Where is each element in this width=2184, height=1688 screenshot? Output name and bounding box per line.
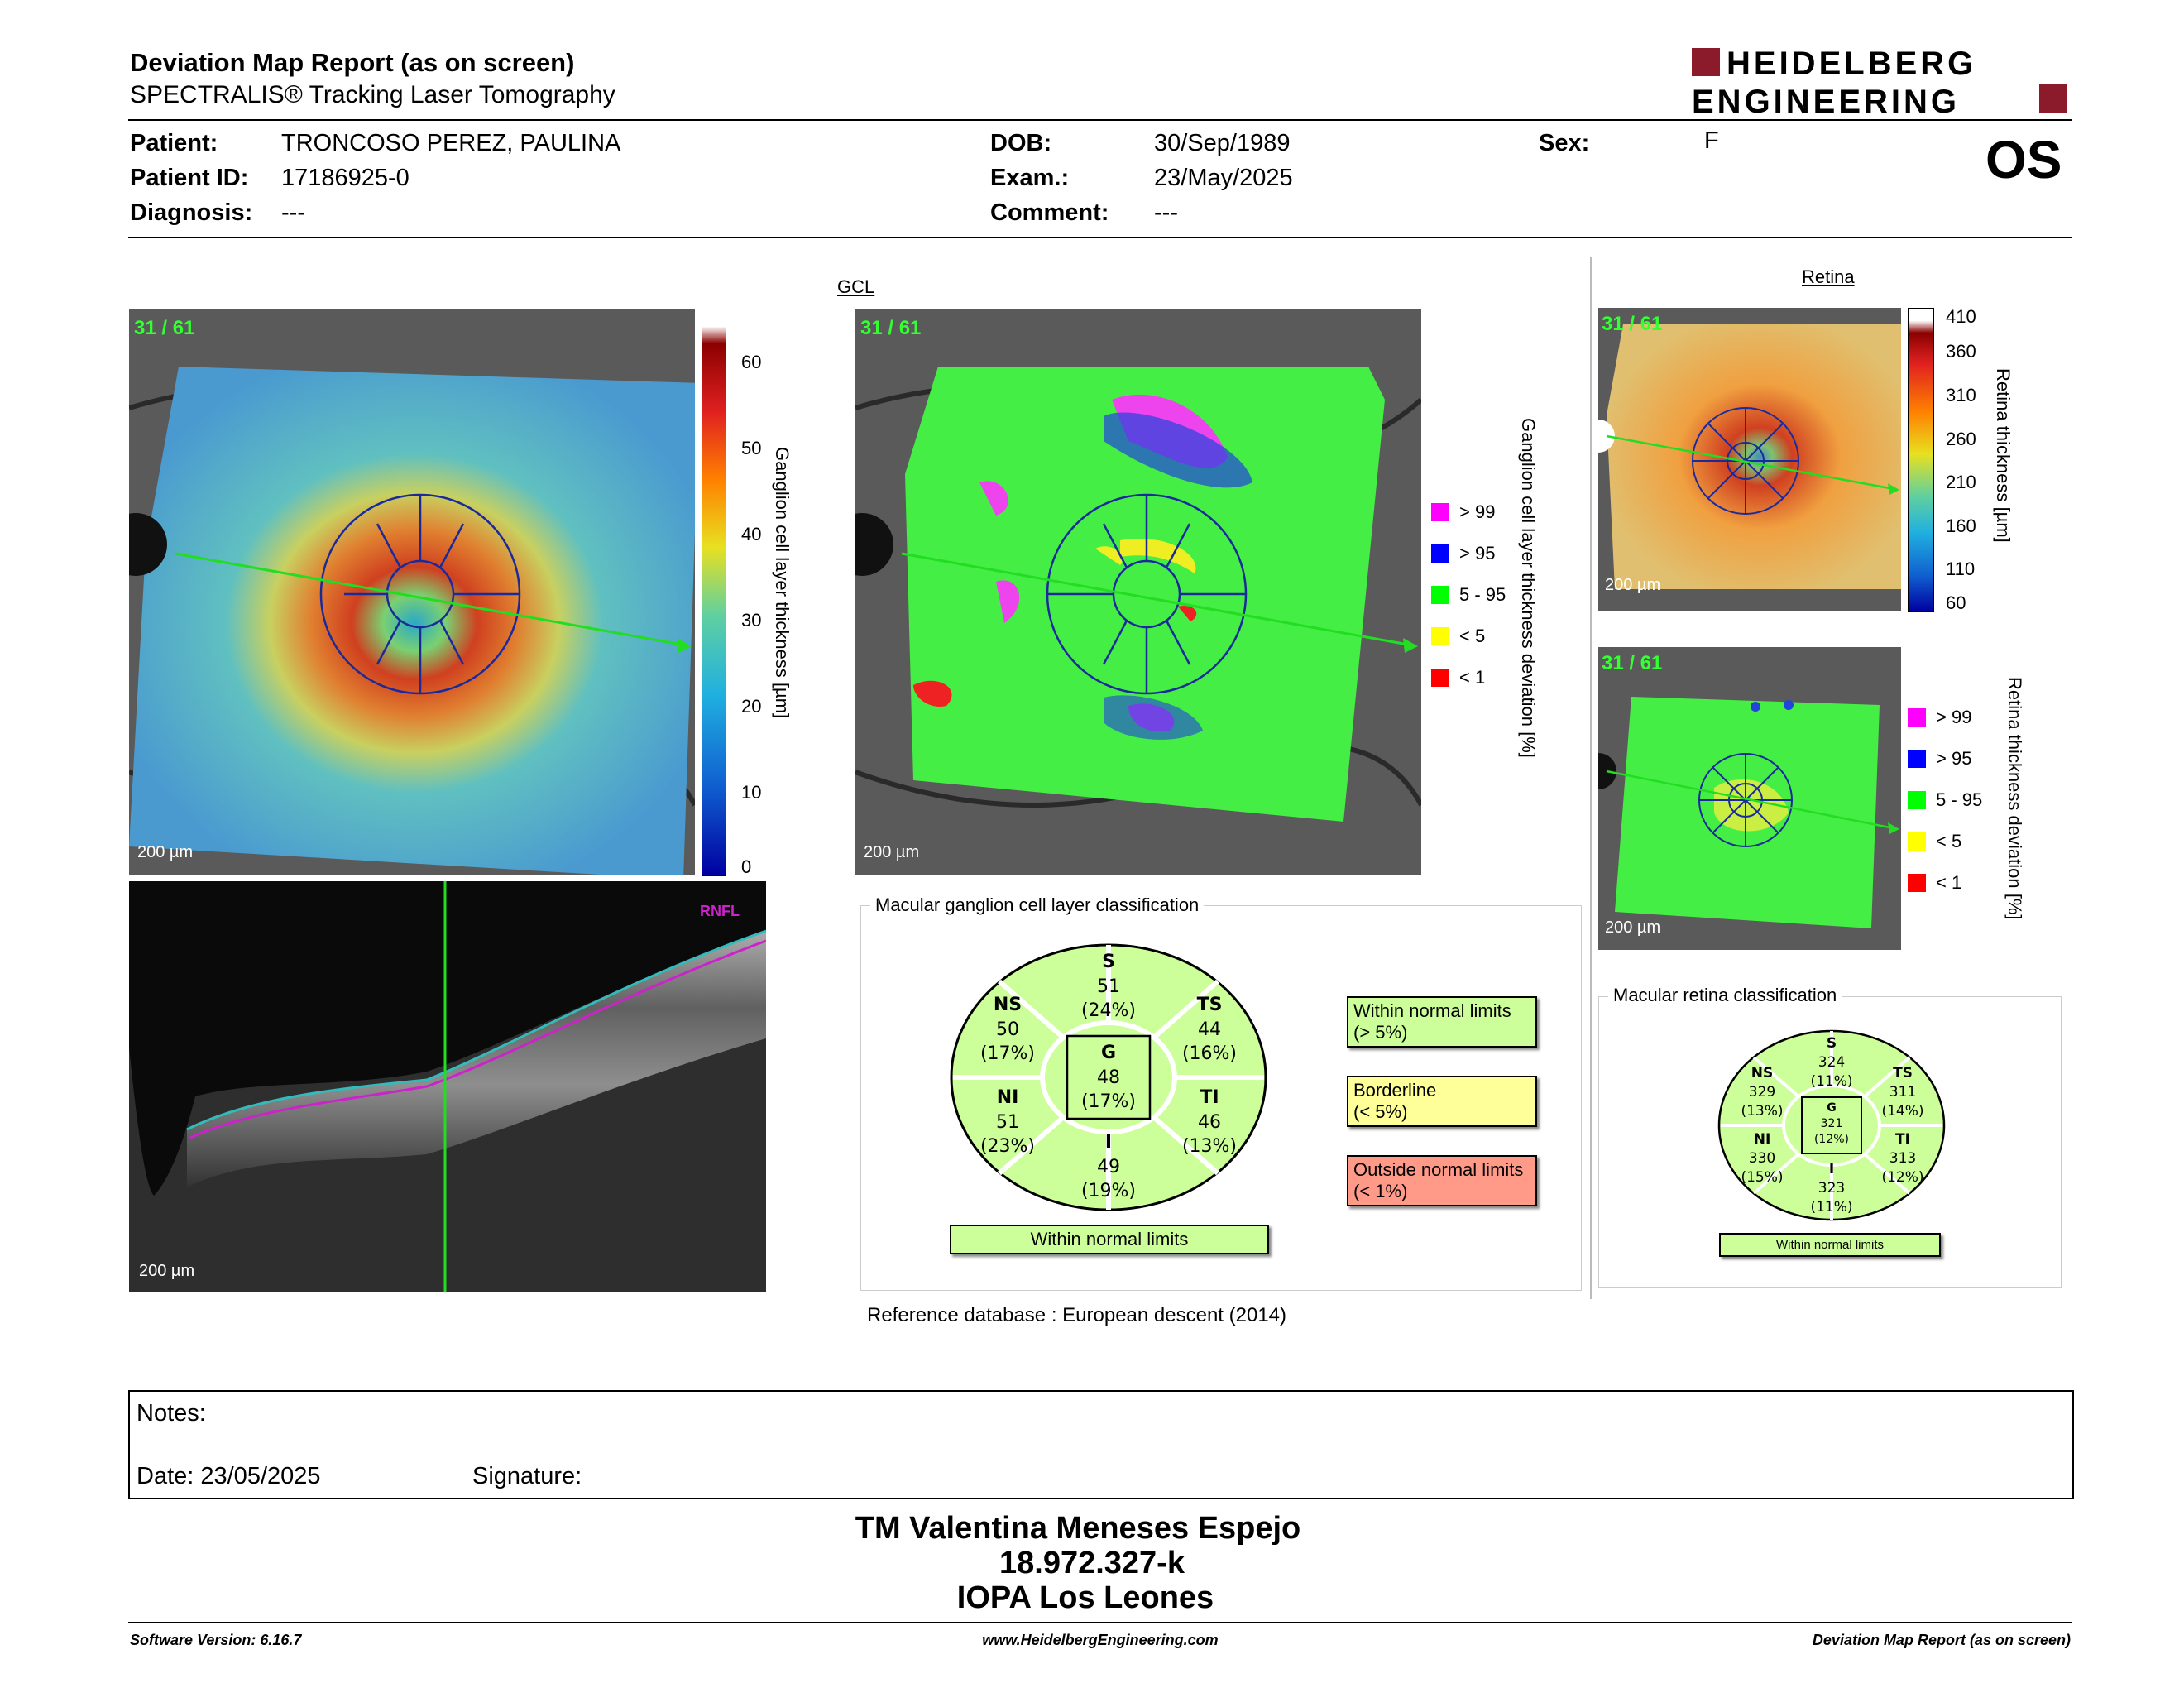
retina-section-label: Retina — [1802, 266, 1855, 287]
sex-value: F — [1704, 127, 1719, 154]
gcl-colorbar-label: Ganglion cell layer thickness [µm] — [772, 447, 793, 719]
gcl-legend-item: < 1 — [1431, 667, 1485, 688]
retina-legend-item: 5 - 95 — [1908, 789, 1982, 811]
gcl-deviation-label: Ganglion cell layer thickness deviation [%] — [1518, 418, 1539, 758]
retina-sector-s: S 324 (11%) — [1810, 1035, 1853, 1090]
patient-label: Patient: — [130, 130, 218, 156]
legend-swatch — [1431, 544, 1449, 563]
retina-sector-ti: TI 313 (12%) — [1881, 1131, 1924, 1186]
gcl-sector-ni: NI 51 (23%) — [979, 1087, 1036, 1158]
legend-swatch — [1431, 586, 1449, 604]
gcl-sector-ti: TI 46 (13%) — [1181, 1087, 1238, 1158]
gcl-legend-item: > 95 — [1431, 543, 1495, 564]
gcl-colorbar-tick: 50 — [741, 438, 762, 458]
dob-label: DOB: — [990, 130, 1052, 156]
notes-date: Date: 23/05/2025 — [136, 1463, 321, 1489]
signer-id: 18.972.327-k — [999, 1546, 1185, 1580]
gcl-legend-item: < 5 — [1431, 626, 1485, 647]
gcl-result-badge: Within normal limits — [950, 1225, 1269, 1254]
signer-name: TM Valentina Meneses Espejo — [855, 1511, 1301, 1546]
gcl-colorbar-tick: 10 — [741, 782, 762, 803]
retina-colorbar-tick: 410 — [1946, 306, 1976, 327]
key-borderline: Borderline (< 5%) — [1347, 1076, 1537, 1127]
gcl-section-label: GCL — [837, 276, 875, 297]
exam-label: Exam.: — [990, 165, 1070, 191]
oct-bscan — [129, 881, 766, 1292]
retina-legend-item: < 5 — [1908, 831, 1961, 852]
reference-database: Reference database : European descent (2014) — [867, 1304, 1287, 1326]
gcl-deviation-map — [855, 309, 1421, 875]
retina-colorbar-tick: 210 — [1946, 472, 1976, 492]
dob-value: 30/Sep/1989 — [1154, 130, 1291, 156]
key-within-normal: Within normal limits (> 5%) — [1347, 996, 1537, 1048]
retina-colorbar-tick: 60 — [1946, 592, 1966, 613]
retina-colorbar-tick: 310 — [1946, 385, 1976, 405]
comment-value: --- — [1154, 199, 1178, 226]
gcl-sector-ns: NS 50 (17%) — [979, 995, 1036, 1065]
legend-swatch — [1908, 832, 1926, 851]
retina-thickness-map — [1598, 308, 1901, 611]
retina-colorbar-tick: 110 — [1946, 559, 1976, 579]
retina-legend-item: < 1 — [1908, 872, 1961, 894]
sex-label: Sex: — [1539, 130, 1590, 156]
bscan-scale: 200 µm — [139, 1262, 195, 1280]
gcl-sector-g: G 48 (17%) — [1080, 1043, 1137, 1113]
legend-swatch — [1908, 708, 1926, 727]
retina-sector-ni: NI 330 (15%) — [1741, 1131, 1784, 1186]
gcl-deviation-count: 31 / 61 — [860, 317, 922, 339]
report-title: Deviation Map Report (as on screen) — [130, 48, 575, 77]
footer-url: www.HeidelbergEngineering.com — [982, 1632, 1219, 1648]
retina-result-badge: Within normal limits — [1719, 1233, 1941, 1257]
header-rule — [128, 119, 2072, 121]
gcl-thickness-scale: 200 µm — [137, 843, 194, 861]
retina-sector-ts: TS 311 (14%) — [1881, 1065, 1924, 1120]
patient-id: 17186925-0 — [281, 165, 410, 191]
rnfl-label: RNFL — [700, 903, 740, 919]
retina-colorbar-tick: 360 — [1946, 341, 1976, 362]
eye-indicator: OS — [1985, 130, 2062, 189]
report-subtitle: SPECTRALIS® Tracking Laser Tomography — [130, 81, 615, 108]
legend-swatch — [1431, 503, 1449, 521]
gcl-colorbar-tick: 40 — [741, 524, 762, 544]
svg-text:ENGINEERING: ENGINEERING — [1692, 84, 1961, 117]
retina-deviation-map — [1598, 647, 1901, 950]
retina-deviation-label: Retina thickness deviation [%] — [2004, 677, 2025, 920]
diagnosis-label: Diagnosis: — [130, 199, 253, 226]
key-outside-normal: Outside normal limits (< 1%) — [1347, 1155, 1537, 1206]
retina-thickness-count: 31 / 61 — [1602, 313, 1663, 335]
gcl-colorbar-tick: 0 — [741, 856, 752, 877]
patient-rule — [128, 237, 2072, 238]
gcl-classification-title: Macular ganglion cell layer classification — [870, 894, 1204, 916]
patient-name: TRONCOSO PEREZ, PAULINA — [281, 130, 621, 156]
retina-colorbar-tick: 260 — [1946, 429, 1976, 449]
retina-legend-item: > 95 — [1908, 748, 1971, 770]
comment-label: Comment: — [990, 199, 1109, 226]
gcl-colorbar-tick: 20 — [741, 696, 762, 717]
retina-deviation-scale: 200 µm — [1605, 918, 1661, 937]
gcl-sector-i: I 49 (19%) — [1080, 1132, 1137, 1202]
gcl-legend-item: > 99 — [1431, 501, 1495, 523]
footer-rule — [128, 1622, 2072, 1623]
retina-sector-i: I 323 (11%) — [1810, 1161, 1853, 1216]
retina-legend-item: > 99 — [1908, 707, 1971, 728]
retina-colorbar — [1908, 308, 1934, 612]
heidelberg-logo — [1692, 46, 2071, 117]
retina-colorbar-label: Retina thickness [µm] — [1993, 368, 2014, 543]
retina-classification-title: Macular retina classification — [1608, 985, 1842, 1006]
retina-sector-ns: NS 329 (13%) — [1741, 1065, 1784, 1120]
notes-box — [128, 1390, 2074, 1499]
legend-swatch — [1908, 791, 1926, 809]
patient-id-label: Patient ID: — [130, 165, 249, 191]
signer-clinic: IOPA Los Leones — [956, 1580, 1214, 1615]
svg-text:HEIDELBERG: HEIDELBERG — [1727, 46, 1977, 82]
gcl-legend-item: 5 - 95 — [1431, 584, 1506, 606]
notes-label: Notes: — [136, 1400, 206, 1427]
software-version: Software Version: 6.16.7 — [130, 1632, 302, 1648]
gcl-sector-ts: TS 44 (16%) — [1181, 995, 1238, 1065]
section-divider — [1590, 257, 1592, 1299]
gcl-thickness-map — [129, 309, 695, 875]
gcl-sector-chart — [950, 943, 1267, 1211]
diagnosis-value: --- — [281, 199, 305, 226]
legend-swatch — [1431, 627, 1449, 645]
gcl-sector-s: S 51 (24%) — [1080, 952, 1137, 1022]
legend-swatch — [1908, 874, 1926, 892]
footer-report-name: Deviation Map Report (as on screen) — [1812, 1632, 2071, 1648]
retina-colorbar-tick: 160 — [1946, 516, 1976, 536]
retina-sector-g: G 321 (12%) — [1813, 1101, 1850, 1146]
gcl-thickness-count: 31 / 61 — [134, 317, 195, 339]
gcl-colorbar-tick: 30 — [741, 610, 762, 631]
retina-thickness-scale: 200 µm — [1605, 576, 1661, 594]
legend-swatch — [1908, 750, 1926, 768]
gcl-colorbar-tick: 60 — [741, 352, 762, 372]
exam-value: 23/May/2025 — [1154, 165, 1293, 191]
retina-sector-chart — [1717, 1029, 1946, 1221]
retina-deviation-count: 31 / 61 — [1602, 652, 1663, 674]
signature-label: Signature: — [472, 1463, 582, 1489]
legend-swatch — [1431, 669, 1449, 687]
gcl-deviation-scale: 200 µm — [864, 843, 920, 861]
gcl-colorbar — [702, 309, 726, 876]
